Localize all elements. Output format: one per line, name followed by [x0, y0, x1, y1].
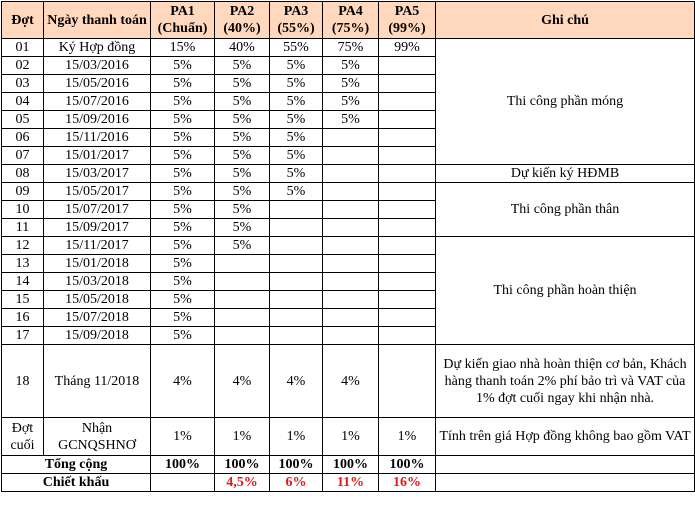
payment-schedule-table [1, 1, 695, 492]
cell-dot: 01 [2, 39, 44, 57]
cell-pa1: 4% [151, 345, 215, 418]
cell-date: 15/03/2018 [44, 273, 151, 291]
cell-pa1: 5% [151, 129, 215, 147]
cell-pa3: 5% [270, 183, 323, 201]
header-pa1: PA1 (Chuẩn) [151, 2, 215, 39]
cell-dot: 17 [2, 327, 44, 345]
cell-pa5 [379, 309, 436, 327]
cell-pa5 [379, 147, 436, 165]
cell-pa5 [379, 345, 436, 418]
cell-dot: 04 [2, 93, 44, 111]
cell-pa4 [323, 273, 379, 291]
cell-pa4: 75% [323, 39, 379, 57]
cell-pa1: 5% [151, 237, 215, 255]
table-row [2, 237, 695, 255]
cell-pa5 [379, 93, 436, 111]
cell-pa5 [379, 111, 436, 129]
cell-pa5 [379, 165, 436, 183]
cell-pa5 [379, 183, 436, 201]
cell-dot: 15 [2, 291, 44, 309]
cell-pa3 [270, 291, 323, 309]
cell-pa2: 5% [215, 93, 270, 111]
cell-pa3: 5% [270, 75, 323, 93]
cell-pa1: 5% [151, 327, 215, 345]
cell-pa3: 55% [270, 39, 323, 57]
header-dot: Đợt [2, 2, 44, 39]
cell-pa1: 5% [151, 111, 215, 129]
cell-pa2 [215, 309, 270, 327]
cell-date: 15/07/2017 [44, 201, 151, 219]
cell-pa2: 5% [215, 237, 270, 255]
cell-pa1: 5% [151, 165, 215, 183]
cell-pa5 [379, 57, 436, 75]
cell-pa1: 5% [151, 255, 215, 273]
cell-pa4 [323, 255, 379, 273]
cell-pa1: 1% [151, 418, 215, 456]
cell-pa3 [270, 327, 323, 345]
cell-pa2: 4% [215, 345, 270, 418]
cell-pa4: 5% [323, 75, 379, 93]
discount-note-empty [436, 474, 695, 492]
cell-pa2 [215, 255, 270, 273]
cell-pa3 [270, 255, 323, 273]
cell-pa4 [323, 129, 379, 147]
total-pa3: 100% [270, 456, 323, 474]
cell-dot: 12 [2, 237, 44, 255]
cell-date: 15/11/2016 [44, 129, 151, 147]
cell-pa1: 15% [151, 39, 215, 57]
cell-date: Nhận GCNQSHNƠ [44, 418, 151, 456]
total-note-empty [436, 456, 695, 474]
cell-pa5: 1% [379, 418, 436, 456]
cell-pa3: 5% [270, 147, 323, 165]
note-hoanthien: Thi công phần hoàn thiện [436, 237, 695, 345]
cell-pa3: 5% [270, 165, 323, 183]
discount-pa3: 6% [270, 474, 323, 492]
cell-dot: 08 [2, 165, 44, 183]
cell-dot: Đợt cuối [2, 418, 44, 456]
cell-date: 15/09/2018 [44, 327, 151, 345]
total-row [2, 456, 695, 474]
cell-pa5 [379, 327, 436, 345]
cell-pa4 [323, 147, 379, 165]
table-row [2, 418, 695, 456]
cell-date: Tháng 11/2018 [44, 345, 151, 418]
cell-pa4 [323, 237, 379, 255]
cell-pa2: 5% [215, 165, 270, 183]
cell-pa1: 5% [151, 309, 215, 327]
cell-date: 15/09/2016 [44, 111, 151, 129]
cell-dot: 14 [2, 273, 44, 291]
cell-pa2: 5% [215, 57, 270, 75]
cell-pa3 [270, 273, 323, 291]
cell-pa4: 1% [323, 418, 379, 456]
cell-dot: 03 [2, 75, 44, 93]
header-pa3: PA3 (55%) [270, 2, 323, 39]
note-vat: Tính trên giá Hợp đồng không bao gồm VAT [436, 418, 695, 456]
cell-date: 15/05/2018 [44, 291, 151, 309]
cell-dot: 09 [2, 183, 44, 201]
header-ngay: Ngày thanh toán [44, 2, 151, 39]
cell-pa1: 5% [151, 273, 215, 291]
cell-pa2: 5% [215, 129, 270, 147]
discount-row [2, 474, 695, 492]
cell-pa5 [379, 75, 436, 93]
note-mong: Thi công phần móng [436, 39, 695, 165]
cell-dot: 05 [2, 111, 44, 129]
cell-pa3 [270, 201, 323, 219]
total-pa2: 100% [215, 456, 270, 474]
cell-pa1: 5% [151, 147, 215, 165]
cell-pa4 [323, 327, 379, 345]
cell-pa5 [379, 237, 436, 255]
cell-pa2 [215, 273, 270, 291]
cell-pa2 [215, 327, 270, 345]
cell-dot: 06 [2, 129, 44, 147]
header-ghichu: Ghi chú [436, 2, 695, 39]
cell-pa4: 4% [323, 345, 379, 418]
cell-pa1: 5% [151, 93, 215, 111]
cell-pa3 [270, 309, 323, 327]
cell-pa2: 5% [215, 147, 270, 165]
cell-pa3 [270, 237, 323, 255]
cell-pa5 [379, 255, 436, 273]
cell-pa3: 4% [270, 345, 323, 418]
cell-pa4: 5% [323, 57, 379, 75]
cell-date: 15/07/2018 [44, 309, 151, 327]
cell-pa3: 1% [270, 418, 323, 456]
discount-pa1 [151, 474, 215, 492]
cell-pa4 [323, 183, 379, 201]
total-pa4: 100% [323, 456, 379, 474]
discount-pa5: 16% [379, 474, 436, 492]
total-label: Tổng cộng [2, 456, 151, 474]
cell-pa4: 5% [323, 111, 379, 129]
header-row [2, 2, 695, 39]
cell-pa5 [379, 201, 436, 219]
cell-dot: 11 [2, 219, 44, 237]
cell-pa4 [323, 165, 379, 183]
cell-pa4 [323, 291, 379, 309]
discount-pa2: 4,5% [215, 474, 270, 492]
cell-pa4: 5% [323, 93, 379, 111]
discount-pa4: 11% [323, 474, 379, 492]
cell-pa2: 5% [215, 201, 270, 219]
cell-date: Ký Hợp đồng [44, 39, 151, 57]
cell-pa2: 5% [215, 111, 270, 129]
cell-pa2: 1% [215, 418, 270, 456]
note-hdmb: Dự kiến ký HĐMB [436, 165, 695, 183]
cell-dot: 13 [2, 255, 44, 273]
cell-date: 15/01/2017 [44, 147, 151, 165]
cell-pa2 [215, 291, 270, 309]
table-row [2, 345, 695, 418]
total-pa5: 100% [379, 456, 436, 474]
note-giaonha: Dự kiến giao nhà hoàn thiện cơ bản, Khách hàng thanh toán 2% phí bảo trì và VAT của 1% đợt cuối ngay khi nhận nhà. [436, 345, 695, 418]
cell-pa2: 40% [215, 39, 270, 57]
cell-date: 15/09/2017 [44, 219, 151, 237]
note-than: Thi công phần thân [436, 183, 695, 237]
table-row [2, 165, 695, 183]
cell-pa5 [379, 273, 436, 291]
cell-dot: 16 [2, 309, 44, 327]
cell-dot: 10 [2, 201, 44, 219]
cell-pa1: 5% [151, 291, 215, 309]
total-pa1: 100% [151, 456, 215, 474]
cell-pa3: 5% [270, 57, 323, 75]
cell-date: 15/03/2016 [44, 57, 151, 75]
table-row [2, 39, 695, 57]
cell-pa2: 5% [215, 219, 270, 237]
header-pa5: PA5 (99%) [379, 2, 436, 39]
cell-dot: 18 [2, 345, 44, 418]
table-body [2, 2, 695, 492]
header-pa4: PA4 (75%) [323, 2, 379, 39]
cell-date: 15/01/2018 [44, 255, 151, 273]
cell-pa2: 5% [215, 183, 270, 201]
cell-dot: 02 [2, 57, 44, 75]
cell-pa3 [270, 219, 323, 237]
cell-pa1: 5% [151, 75, 215, 93]
cell-date: 15/07/2016 [44, 93, 151, 111]
cell-date: 15/05/2016 [44, 75, 151, 93]
cell-pa3: 5% [270, 129, 323, 147]
cell-date: 15/11/2017 [44, 237, 151, 255]
discount-label: Chiết khấu [2, 474, 151, 492]
header-pa2: PA2 (40%) [215, 2, 270, 39]
cell-pa5 [379, 291, 436, 309]
cell-pa1: 5% [151, 201, 215, 219]
cell-pa5 [379, 219, 436, 237]
cell-pa3: 5% [270, 111, 323, 129]
cell-pa1: 5% [151, 183, 215, 201]
cell-pa4 [323, 309, 379, 327]
cell-pa5 [379, 129, 436, 147]
cell-pa4 [323, 219, 379, 237]
cell-dot: 07 [2, 147, 44, 165]
cell-pa5: 99% [379, 39, 436, 57]
cell-pa1: 5% [151, 219, 215, 237]
cell-pa1: 5% [151, 57, 215, 75]
cell-pa4 [323, 201, 379, 219]
cell-pa3: 5% [270, 93, 323, 111]
cell-pa2: 5% [215, 75, 270, 93]
cell-date: 15/03/2017 [44, 165, 151, 183]
table-row [2, 183, 695, 201]
cell-date: 15/05/2017 [44, 183, 151, 201]
